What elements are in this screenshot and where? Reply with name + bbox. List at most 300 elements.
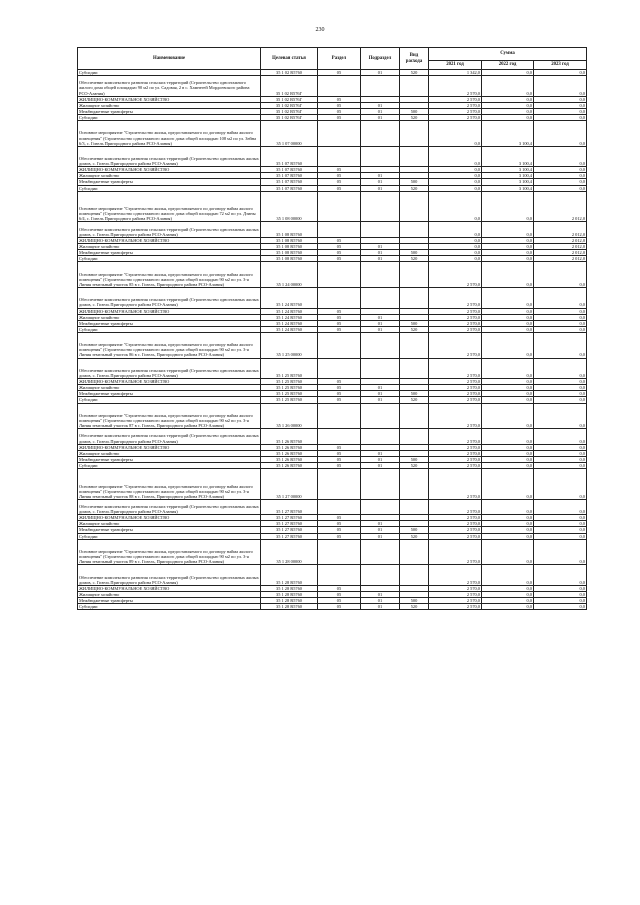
cell-2022: 0,0 (482, 320, 534, 326)
cell-vid (400, 332, 429, 358)
cell-razdel: 05 (318, 379, 361, 385)
cell-podrazdel: 01 (361, 456, 400, 462)
cell-2023: 2 012,0 (534, 256, 587, 262)
cell-csr: 35 1 07 R5760 (261, 185, 318, 191)
cell-2023: 0,0 (534, 403, 587, 429)
cell-2023: 0,0 (534, 320, 587, 326)
cell-2022: 3 100,4 (482, 167, 534, 173)
cell-2022: 0,0 (482, 222, 534, 237)
cell-razdel (318, 287, 361, 308)
cell-vid: 520 (400, 114, 429, 120)
cell-2022: 0,0 (482, 96, 534, 102)
cell-2023: 0,0 (534, 391, 587, 397)
cell-podrazdel: 01 (361, 450, 400, 456)
page-number: 230 (315, 27, 325, 33)
cell-2023: 0,0 (534, 167, 587, 173)
cell-2022: 0,0 (482, 604, 534, 610)
cell-csr: 35 1 08 R5760 (261, 256, 318, 262)
cell-name: Субсидии (78, 533, 261, 539)
cell-2022: 0,0 (482, 598, 534, 604)
cell-2022: 3 100,4 (482, 121, 534, 147)
cell-2023: 0,0 (534, 429, 587, 444)
cell-2022: 0,0 (482, 539, 534, 565)
cell-name: Обеспечение комплексного развития сельских территорий (Строительство одноэтажных жилых домов, с. Гизель Пригородного района РСО-Алания) (78, 222, 261, 237)
cell-2021: 2 570,0 (429, 521, 482, 527)
cell-podrazdel: 01 (361, 250, 400, 256)
cell-2022: 0,0 (482, 456, 534, 462)
cell-razdel (318, 539, 361, 565)
cell-2023: 0,0 (534, 533, 587, 539)
header-name: Наименование (78, 48, 261, 70)
cell-vid: 520 (400, 533, 429, 539)
cell-razdel: 05 (318, 102, 361, 108)
cell-vid: 500 (400, 320, 429, 326)
cell-razdel (318, 146, 361, 167)
cell-razdel: 05 (318, 533, 361, 539)
cell-name: Жилищное хозяйство (78, 521, 261, 527)
cell-razdel (318, 565, 361, 586)
cell-2021: 2 570,0 (429, 585, 482, 591)
cell-name: ЖИЛИЩНО-КОММУНАЛЬНОЕ ХОЗЯЙСТВО (78, 379, 261, 385)
cell-vid (400, 565, 429, 586)
cell-podrazdel: 01 (361, 521, 400, 527)
cell-2022: 0,0 (482, 237, 534, 243)
cell-vid (400, 191, 429, 222)
cell-podrazdel (361, 469, 400, 500)
cell-razdel (318, 499, 361, 514)
cell-name: Обеспечение комплексного развития сельских территорий (Строительство одноэтажных жилых домов, с. Гизель Пригородного района РСО-Алания) (78, 565, 261, 586)
cell-name: Межбюджетные трансферты (78, 250, 261, 256)
cell-name: Обеспечение комплексного развития сельских территорий (Строительство одноэтажных жилых домов, с. Гизель Пригородного района РСО-Алания) (78, 429, 261, 444)
cell-2021: 2 570,0 (429, 262, 482, 288)
cell-csr: 35 1 26 R5760 (261, 450, 318, 456)
table-row (78, 499, 587, 514)
cell-razdel (318, 403, 361, 429)
cell-2023: 0,0 (534, 102, 587, 108)
cell-csr: 35 1 28 00000 (261, 539, 318, 565)
cell-2021: 2 570,0 (429, 397, 482, 403)
cell-name: ЖИЛИЩНО-КОММУНАЛЬНОЕ ХОЗЯЙСТВО (78, 308, 261, 314)
cell-2023: 0,0 (534, 385, 587, 391)
cell-2021: 2 570,0 (429, 320, 482, 326)
cell-razdel: 05 (318, 604, 361, 610)
cell-2023: 0,0 (534, 585, 587, 591)
cell-razdel: 05 (318, 237, 361, 243)
cell-2022: 0,0 (482, 499, 534, 514)
table-row (78, 403, 587, 429)
cell-2021: 0,0 (429, 222, 482, 237)
cell-vid: 500 (400, 179, 429, 185)
cell-csr: 35 1 26 R5760 (261, 429, 318, 444)
cell-csr: 35 1 08 R5760 (261, 244, 318, 250)
cell-2021: 2 570,0 (429, 96, 482, 102)
cell-csr: 35 1 24 00000 (261, 262, 318, 288)
cell-name: Межбюджетные трансферты (78, 598, 261, 604)
cell-razdel: 05 (318, 70, 361, 76)
cell-razdel (318, 191, 361, 222)
cell-2022: 0,0 (482, 191, 534, 222)
table-row (78, 76, 587, 97)
cell-2021: 2 570,0 (429, 565, 482, 586)
cell-vid (400, 262, 429, 288)
cell-razdel (318, 429, 361, 444)
cell-csr: 35 1 25 R5760 (261, 391, 318, 397)
cell-razdel: 05 (318, 114, 361, 120)
cell-2022: 0,0 (482, 314, 534, 320)
cell-vid: 520 (400, 256, 429, 262)
cell-2023: 2 012,0 (534, 237, 587, 243)
cell-2022: 0,0 (482, 308, 534, 314)
cell-csr: 35 1 25 R5760 (261, 385, 318, 391)
cell-name: Обеспечение комплексного развития сельских территорий (Строительство одноэтажных жилых домов, с. Гизель Пригородного района РСО-Алания) (78, 146, 261, 167)
cell-2022: 0,0 (482, 379, 534, 385)
cell-2022: 3 100,4 (482, 179, 534, 185)
cell-2023: 2 012,0 (534, 222, 587, 237)
table-row (78, 222, 587, 237)
table-row (78, 358, 587, 379)
cell-podrazdel (361, 539, 400, 565)
cell-vid (400, 539, 429, 565)
cell-name: Жилищное хозяйство (78, 102, 261, 108)
cell-2022: 0,0 (482, 256, 534, 262)
cell-podrazdel: 01 (361, 462, 400, 468)
cell-csr: 35 1 08 00000 (261, 191, 318, 222)
header-vid: Вид расхода (400, 48, 429, 70)
cell-name: Межбюджетные трансферты (78, 320, 261, 326)
cell-podrazdel: 01 (361, 604, 400, 610)
cell-2023: 0,0 (534, 287, 587, 308)
cell-csr: 35 1 28 R5760 (261, 598, 318, 604)
cell-razdel: 05 (318, 585, 361, 591)
cell-2023: 0,0 (534, 308, 587, 314)
cell-2023: 0,0 (534, 326, 587, 332)
cell-name: Субсидии (78, 70, 261, 76)
cell-2022: 0,0 (482, 76, 534, 97)
cell-2023: 2 012,0 (534, 191, 587, 222)
cell-vid: 500 (400, 456, 429, 462)
cell-2021: 0,0 (429, 146, 482, 167)
cell-2022: 0,0 (482, 515, 534, 521)
cell-podrazdel: 01 (361, 385, 400, 391)
cell-name: Основное мероприятие "Строительство жилья, предоставляемого по договору найма жилого помещения" (Строительство одноэтажного жилого дома общей площадью 108 м2 по ул. Зейна 6/3, с. Гизель Пригородного района РСО-Алания) (78, 121, 261, 147)
cell-podrazdel (361, 565, 400, 586)
cell-vid: 520 (400, 185, 429, 191)
cell-csr: 35 1 24 R5760 (261, 287, 318, 308)
cell-2021: 2 570,0 (429, 326, 482, 332)
cell-2023: 0,0 (534, 397, 587, 403)
cell-2022: 0,0 (482, 262, 534, 288)
cell-2022: 0,0 (482, 326, 534, 332)
cell-2022: 0,0 (482, 244, 534, 250)
cell-razdel (318, 121, 361, 147)
cell-name: Субсидии (78, 185, 261, 191)
cell-2021: 2 570,0 (429, 114, 482, 120)
cell-podrazdel: 01 (361, 256, 400, 262)
cell-2022: 0,0 (482, 521, 534, 527)
cell-razdel: 05 (318, 96, 361, 102)
cell-csr: 35 1 02 R576Г (261, 114, 318, 120)
cell-name: Жилищное хозяйство (78, 450, 261, 456)
cell-2023: 0,0 (534, 332, 587, 358)
cell-vid (400, 429, 429, 444)
header-2022: 2022 год (482, 61, 534, 70)
cell-2023: 0,0 (534, 515, 587, 521)
cell-name: Жилищное хозяйство (78, 173, 261, 179)
cell-razdel: 05 (318, 314, 361, 320)
cell-name: Субсидии (78, 256, 261, 262)
cell-vid (400, 287, 429, 308)
cell-csr: 35 1 07 R5760 (261, 146, 318, 167)
cell-name: Основное мероприятие "Строительство жилья, предоставляемого по договору найма жилого помещения" (Строительство одноэтажного жилого дома общей площадью 90 м2 по ул. 3-я Линия земельный участок 87 в с. Гизель, Пригородного района РСО-Алания) (78, 403, 261, 429)
cell-2021: 0,0 (429, 237, 482, 243)
cell-razdel: 05 (318, 250, 361, 256)
cell-2021: 2 570,0 (429, 444, 482, 450)
cell-name: Межбюджетные трансферты (78, 179, 261, 185)
cell-2021: 2 570,0 (429, 527, 482, 533)
cell-2021: 2 570,0 (429, 456, 482, 462)
cell-csr: 35 1 26 R5760 (261, 462, 318, 468)
cell-csr: 35 1 02 R576Г (261, 102, 318, 108)
cell-podrazdel: 01 (361, 244, 400, 250)
cell-razdel: 05 (318, 256, 361, 262)
header-2021: 2021 год (429, 61, 482, 70)
cell-csr: 35 1 24 R5760 (261, 326, 318, 332)
cell-2021: 0,0 (429, 121, 482, 147)
cell-vid: 500 (400, 391, 429, 397)
cell-razdel: 05 (318, 244, 361, 250)
cell-2023: 0,0 (534, 262, 587, 288)
cell-2023: 0,0 (534, 456, 587, 462)
cell-2023: 2 012,0 (534, 244, 587, 250)
cell-razdel: 05 (318, 456, 361, 462)
cell-2023: 0,0 (534, 444, 587, 450)
cell-2021: 0,0 (429, 191, 482, 222)
cell-2022: 0,0 (482, 527, 534, 533)
cell-razdel: 05 (318, 598, 361, 604)
cell-name: Межбюджетные трансферты (78, 527, 261, 533)
cell-name: Субсидии (78, 326, 261, 332)
cell-2021: 2 570,0 (429, 515, 482, 521)
cell-razdel: 05 (318, 391, 361, 397)
cell-2022: 0,0 (482, 114, 534, 120)
cell-2022: 0,0 (482, 462, 534, 468)
header-podrazdel: Подраздел (361, 48, 400, 70)
cell-csr: 35 1 28 R5760 (261, 592, 318, 598)
table-row (78, 469, 587, 500)
cell-2021: 0,0 (429, 185, 482, 191)
cell-razdel (318, 222, 361, 237)
cell-2021: 2 570,0 (429, 76, 482, 97)
cell-csr: 35 1 26 R5760 (261, 444, 318, 450)
cell-razdel: 05 (318, 444, 361, 450)
cell-razdel: 05 (318, 179, 361, 185)
cell-2023: 0,0 (534, 114, 587, 120)
cell-csr: 35 1 25 R5760 (261, 358, 318, 379)
cell-vid: 520 (400, 462, 429, 468)
cell-vid (400, 222, 429, 237)
cell-vid (400, 469, 429, 500)
cell-csr: 35 1 27 R5760 (261, 499, 318, 514)
table-row (78, 565, 587, 586)
cell-2022: 0,0 (482, 287, 534, 308)
cell-name: Субсидии (78, 397, 261, 403)
cell-razdel: 05 (318, 521, 361, 527)
cell-vid: 500 (400, 108, 429, 114)
cell-2022: 0,0 (482, 585, 534, 591)
table-row (78, 604, 587, 610)
cell-2021: 2 570,0 (429, 403, 482, 429)
cell-2022: 3 100,4 (482, 146, 534, 167)
cell-razdel: 05 (318, 308, 361, 314)
cell-2022: 0,0 (482, 469, 534, 500)
cell-podrazdel: 01 (361, 102, 400, 108)
cell-name: Обеспечение комплексного развития сельских территорий (Строительство одноэтажных жилых домов, с. Гизель Пригородного района РСО-Алания) (78, 358, 261, 379)
cell-razdel: 05 (318, 108, 361, 114)
cell-csr: 35 1 02 R576Г (261, 96, 318, 102)
cell-name: ЖИЛИЩНО-КОММУНАЛЬНОЕ ХОЗЯЙСТВО (78, 444, 261, 450)
cell-2023: 0,0 (534, 527, 587, 533)
table-row (78, 332, 587, 358)
cell-2023: 0,0 (534, 179, 587, 185)
cell-csr: 35 1 07 R5760 (261, 179, 318, 185)
cell-2021: 2 570,0 (429, 314, 482, 320)
cell-podrazdel (361, 121, 400, 147)
cell-razdel: 05 (318, 320, 361, 326)
cell-csr: 35 1 07 R5760 (261, 173, 318, 179)
cell-razdel: 05 (318, 397, 361, 403)
cell-2021: 2 570,0 (429, 379, 482, 385)
cell-csr: 35 1 26 00000 (261, 403, 318, 429)
cell-csr: 35 1 24 R5760 (261, 314, 318, 320)
cell-2022: 0,0 (482, 385, 534, 391)
cell-razdel (318, 358, 361, 379)
table-row (78, 146, 587, 167)
cell-2022: 0,0 (482, 70, 534, 76)
cell-2021: 0,0 (429, 173, 482, 179)
cell-2022: 0,0 (482, 102, 534, 108)
cell-2023: 0,0 (534, 96, 587, 102)
cell-podrazdel (361, 403, 400, 429)
cell-2021: 2 570,0 (429, 533, 482, 539)
cell-name: Межбюджетные трансферты (78, 456, 261, 462)
cell-csr: 35 1 25 R5760 (261, 379, 318, 385)
cell-vid: 520 (400, 326, 429, 332)
cell-csr: 35 1 08 R5760 (261, 222, 318, 237)
cell-name: Межбюджетные трансферты (78, 391, 261, 397)
cell-csr: 35 1 26 R5760 (261, 456, 318, 462)
cell-2021: 0,0 (429, 256, 482, 262)
cell-name: Основное мероприятие "Строительство жилья, предоставляемого по договору найма жилого помещения" (Строительство одноэтажного жилого дома общей площадью 90 м2 по ул. 3-я Линия земельный участок 85 в с. Гизель, Пригородного района РСО-Алания) (78, 262, 261, 288)
cell-razdel: 05 (318, 185, 361, 191)
cell-2021: 2 570,0 (429, 332, 482, 358)
cell-2023: 2 012,0 (534, 250, 587, 256)
cell-podrazdel: 01 (361, 533, 400, 539)
cell-vid: 520 (400, 70, 429, 76)
cell-podrazdel (361, 287, 400, 308)
cell-2022: 3 100,4 (482, 185, 534, 191)
cell-name: ЖИЛИЩНО-КОММУНАЛЬНОЕ ХОЗЯЙСТВО (78, 585, 261, 591)
cell-2021: 2 570,0 (429, 391, 482, 397)
cell-vid: 520 (400, 397, 429, 403)
cell-vid: 500 (400, 250, 429, 256)
cell-podrazdel (361, 262, 400, 288)
cell-csr: 35 1 28 R5760 (261, 585, 318, 591)
cell-2023: 0,0 (534, 379, 587, 385)
cell-podrazdel: 01 (361, 108, 400, 114)
cell-2023: 0,0 (534, 565, 587, 586)
cell-podrazdel: 01 (361, 391, 400, 397)
cell-name: Основное мероприятие "Строительство жилья, предоставляемого по договору найма жилого помещения" (Строительство одноэтажного жилого дома общей площадью 72 м2 по ул. Дзины 6/4, с. Гизель Пригородного района РСО-Алания) (78, 191, 261, 222)
table-row (78, 262, 587, 288)
cell-2022: 0,0 (482, 592, 534, 598)
cell-2021: 2 570,0 (429, 102, 482, 108)
cell-2021: 2 570,0 (429, 462, 482, 468)
cell-csr: 35 1 27 R5760 (261, 515, 318, 521)
cell-name: Субсидии (78, 462, 261, 468)
cell-podrazdel: 01 (361, 527, 400, 533)
cell-vid (400, 121, 429, 147)
cell-podrazdel: 01 (361, 173, 400, 179)
cell-2021: 2 570,0 (429, 499, 482, 514)
cell-csr: 35 1 02 R576Г (261, 76, 318, 97)
cell-2023: 0,0 (534, 146, 587, 167)
cell-name: Жилищное хозяйство (78, 244, 261, 250)
cell-vid: 500 (400, 527, 429, 533)
cell-csr: 35 1 07 00000 (261, 121, 318, 147)
cell-razdel (318, 469, 361, 500)
cell-2023: 0,0 (534, 450, 587, 456)
cell-csr: 35 1 25 R5760 (261, 397, 318, 403)
cell-razdel: 05 (318, 167, 361, 173)
cell-name: ЖИЛИЩНО-КОММУНАЛЬНОЕ ХОЗЯЙСТВО (78, 237, 261, 243)
cell-name: Субсидии (78, 114, 261, 120)
cell-2023: 0,0 (534, 592, 587, 598)
cell-razdel: 05 (318, 173, 361, 179)
cell-2023: 0,0 (534, 121, 587, 147)
header-2023: 2023 год (534, 61, 587, 70)
header-razdel: Раздел (318, 48, 361, 70)
cell-2021: 2 570,0 (429, 450, 482, 456)
cell-csr: 35 1 02 R5760 (261, 70, 318, 76)
cell-2022: 0,0 (482, 565, 534, 586)
cell-csr: 35 1 02 R576Г (261, 108, 318, 114)
cell-2023: 0,0 (534, 173, 587, 179)
cell-razdel: 05 (318, 592, 361, 598)
cell-2021: 2 570,0 (429, 604, 482, 610)
cell-razdel: 05 (318, 326, 361, 332)
cell-2022: 0,0 (482, 429, 534, 444)
cell-2022: 0,0 (482, 444, 534, 450)
cell-podrazdel (361, 222, 400, 237)
cell-vid: 520 (400, 604, 429, 610)
cell-2022: 0,0 (482, 533, 534, 539)
cell-2023: 0,0 (534, 108, 587, 114)
cell-podrazdel (361, 191, 400, 222)
header-csr: Целевая статья (261, 48, 318, 70)
cell-name: ЖИЛИЩНО-КОММУНАЛЬНОЕ ХОЗЯЙСТВО (78, 167, 261, 173)
cell-2021: 0,0 (429, 250, 482, 256)
cell-2023: 0,0 (534, 598, 587, 604)
cell-csr: 35 1 27 R5760 (261, 521, 318, 527)
table-row (78, 121, 587, 147)
cell-podrazdel (361, 429, 400, 444)
cell-name: Межбюджетные трансферты (78, 108, 261, 114)
cell-2021: 1 342,0 (429, 70, 482, 76)
cell-2021: 2 570,0 (429, 108, 482, 114)
cell-name: Жилищное хозяйство (78, 314, 261, 320)
cell-2021: 2 570,0 (429, 308, 482, 314)
cell-podrazdel: 01 (361, 320, 400, 326)
